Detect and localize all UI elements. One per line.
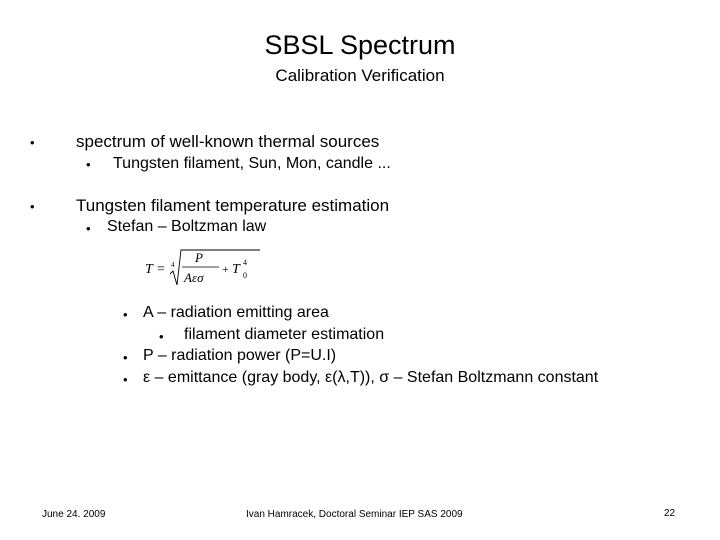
bullet-marker: • [30,199,35,214]
formula-numerator: P [195,250,203,265]
bullet-text: spectrum of well-known thermal sources [76,132,380,151]
formula-root-index: 4 [171,261,175,269]
bullet-marker: • [30,135,35,150]
sub-bullet-text: Stefan – Boltzman law [107,218,267,235]
bullet-marker: • [123,307,128,322]
stefan-boltzmann-formula [140,248,270,288]
footer-date: June 24. 2009 [42,509,106,520]
sub-bullet-marker: • [86,157,91,172]
formula-t0-sub: 0 [243,271,247,280]
slide-title: SBSL Spectrum [264,30,456,60]
bullet-marker: • [123,372,128,387]
sub-bullet-marker: • [86,221,91,236]
sub-bullet-marker: • [159,329,164,344]
detail-text: ε – emittance (gray body, ε(λ,T)), σ – Stefan Boltzmann constant [143,369,599,386]
footer-author: Ivan Hamracek, Doctoral Seminar IEP SAS 2009 [246,509,463,520]
formula-plus: + [222,262,229,276]
page-number: 22 [664,508,676,519]
formula-t0: T [232,262,240,277]
formula-denominator: Aεσ [184,270,204,285]
detail-sub-text: filament diameter estimation [184,326,385,343]
bullet-text: Tungsten filament temperature estimation [76,196,390,215]
formula-lhs: T = [145,262,166,277]
detail-text: P – radiation power (P=U.I) [143,347,337,364]
slide-subtitle: Calibration Verification [275,66,445,85]
sub-bullet-text: Tungsten filament, Sun, Mon, candle ... [113,155,391,172]
bullet-marker: • [123,350,128,365]
detail-text: A – radiation emitting area [143,304,329,321]
formula-t0-sup: 4 [243,258,247,267]
